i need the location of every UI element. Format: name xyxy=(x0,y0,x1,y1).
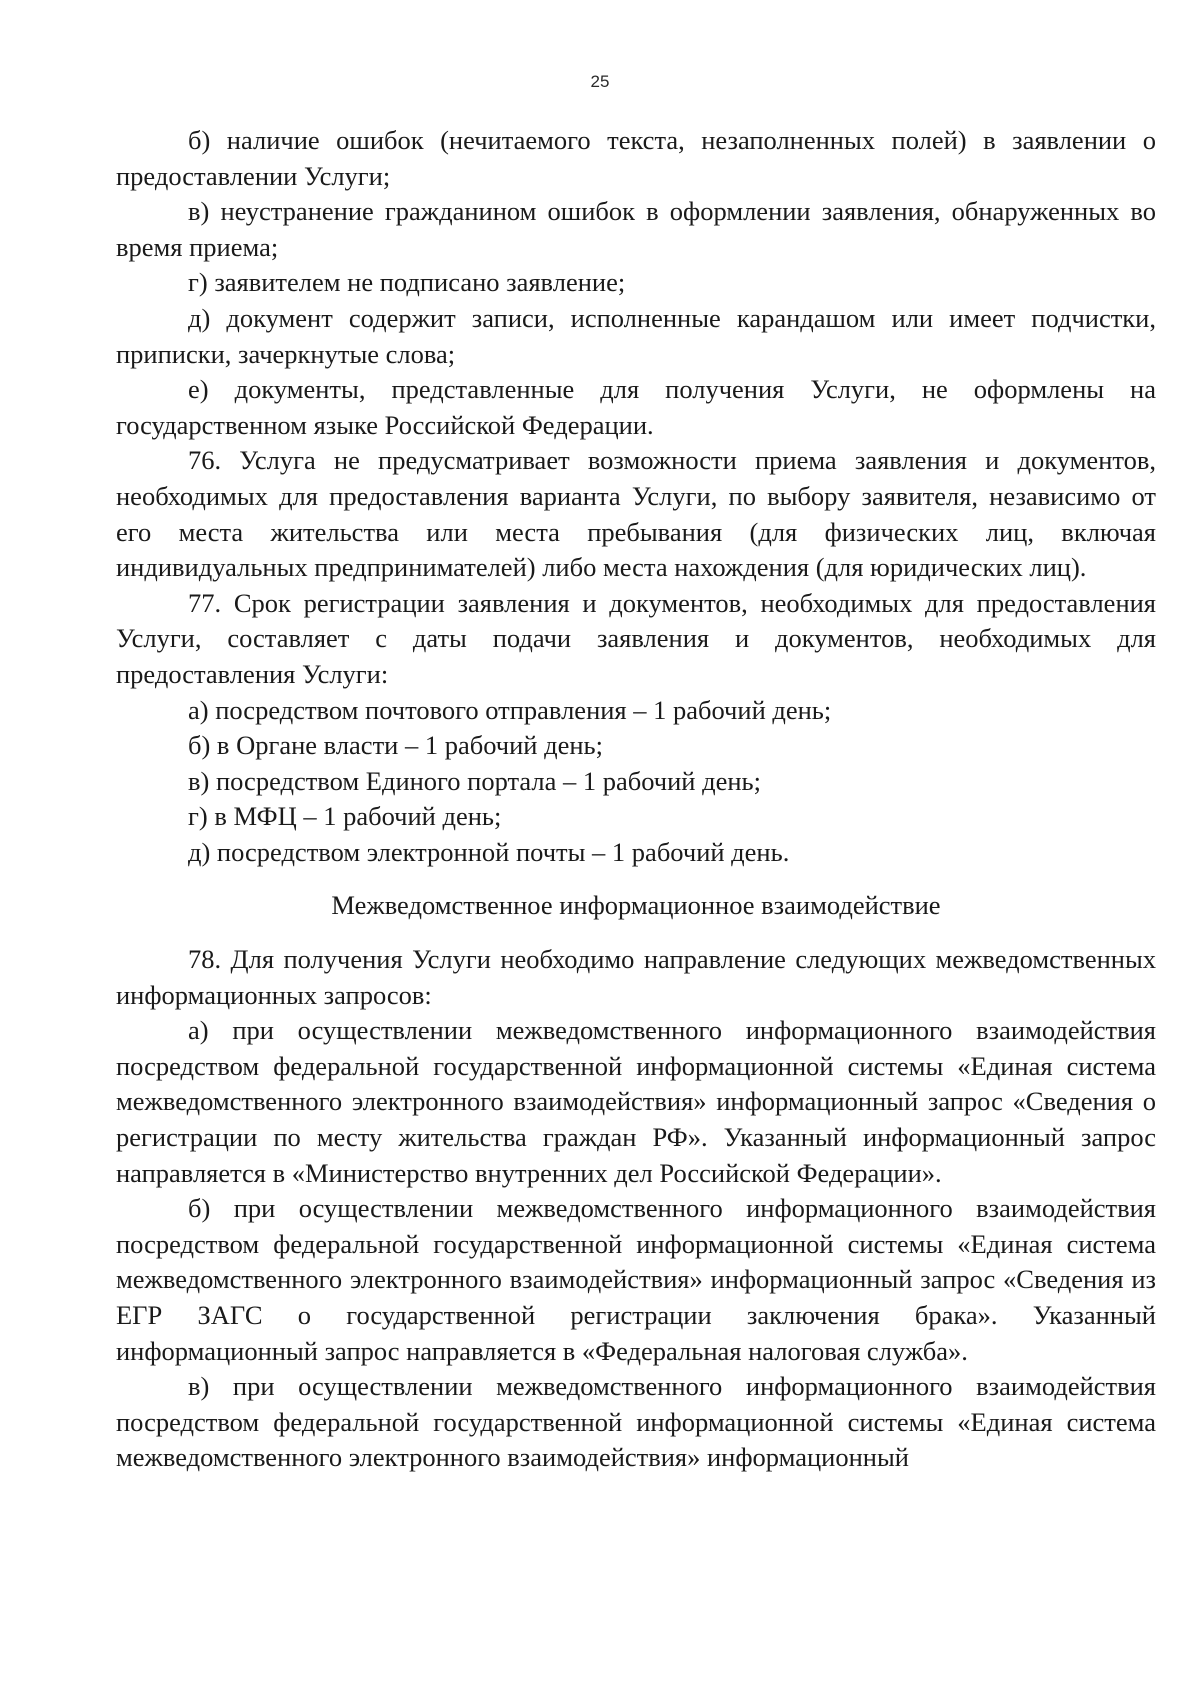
list-item-g: г) заявителем не подписано заявление; xyxy=(188,267,626,298)
clause-78: 78. Для получения Услуги необходимо направление следующих межведомственных информационных запросов: xyxy=(116,944,1156,1010)
request-item-b: б) при осуществлении межведомственного информационного взаимодействия посредством федеральной государственной информационной системы «Единая система межведомственного электронного взаимодействия» информационный запрос «Сведения из ЕГР ЗАГС о государственной регистрации заключения брака». Указанный информационный запрос направляется в «Федеральная налоговая служба». xyxy=(116,1193,1156,1366)
list-item-d: д) документ содержит записи, исполненные карандашом или имеет подчистки, приписки, зачеркнутые слова; xyxy=(116,302,1156,369)
term-item-a: а) посредством почтового отправления – 1 рабочий день; xyxy=(188,694,832,725)
term-item-v: в) посредством Единого портала – 1 рабочий день; xyxy=(188,765,761,796)
clause-77: 77. Срок регистрации заявления и документов, необходимых для предоставления Услуги, составляет с даты подачи заявления и документов, необходимых для предоставления Услуги: xyxy=(116,587,1156,689)
term-item-b: б) в Органе власти – 1 рабочий день; xyxy=(188,730,603,761)
document-body xyxy=(116,123,1156,1476)
term-item-g: г) в МФЦ – 1 рабочий день; xyxy=(188,801,502,832)
clause-76: 76. Услуга не предусматривает возможности приема заявления и документов, необходимых для предоставления варианта Услуги, по выбору заявителя, независимо от его места жительства или места пребывания (для физических лиц, включая индивидуальных предпринимателей) либо места нахождения (для юридических лиц). xyxy=(116,445,1156,583)
page-number: 25 xyxy=(590,72,610,91)
request-item-a: а) при осуществлении межведомственного информационного взаимодействия посредством федеральной государственной информационной системы «Единая система межведомственного электронного взаимодействия» информационный запрос «Сведения о регистрации по месту жительства граждан РФ». Указанный информационный запрос направляется в «Министерство внутренних дел Российской Федерации». xyxy=(116,1015,1156,1188)
term-item-d: д) посредством электронной почты – 1 рабочий день. xyxy=(188,836,790,867)
list-item-e: е) документы, представленные для получения Услуги, не оформлены на государственном языке Российской Федерации. xyxy=(116,374,1156,440)
request-item-v: в) при осуществлении межведомственного информационного взаимодействия посредством федеральной государственной информационной системы «Единая система межведомственного электронного взаимодействия» информационный xyxy=(116,1371,1156,1473)
section-heading: Межведомственное информационное взаимодействие xyxy=(331,890,941,921)
list-item-b: б) наличие ошибок (нечитаемого текста, незаполненных полей) в заявлении о предоставлении Услуги; xyxy=(116,125,1156,191)
list-item-v: в) неустранение гражданином ошибок в оформлении заявления, обнаруженных во время приема; xyxy=(116,196,1156,262)
